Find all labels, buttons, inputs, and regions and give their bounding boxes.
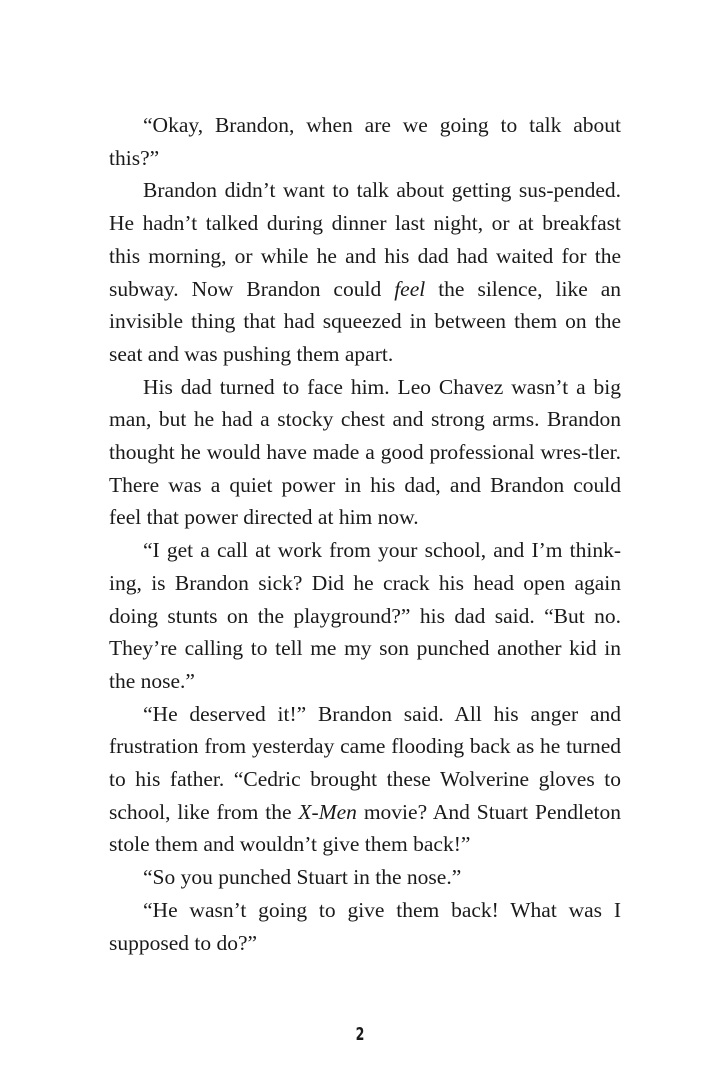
paragraph — [109, 371, 621, 535]
text-segment: “He wasn’t going to give them back! What was I supposed to do?” — [109, 897, 621, 955]
text-segment: His dad turned to face him. Leo Chavez wasn’t a big man, but he had a stocky chest and strong arms. Brandon thought he would have made a good professional wres-tler. There was a quiet power in his dad, and Brandon could feel that power directed at him now. — [109, 374, 621, 530]
paragraph — [109, 698, 621, 862]
text-segment: “Okay, Brandon, when are we going to talk about this?” — [109, 113, 621, 170]
italic-text-segment: feel — [394, 276, 426, 301]
text-segment: “I get a call at work from your school, and I’m think-ing, is Brandon sick? Did he crack his head open again doing stunts on the playground?” his dad said. “But no. They’re calling to tell me my son punched another kid in the nose.” — [109, 538, 621, 693]
paragraph — [109, 861, 621, 894]
text-segment: “He deserved it!” Brandon said. All his anger and frustration from yesterday came flooding back as he turned to his father. “Cedric brought these Wolverine gloves to school, like from the — [109, 701, 621, 824]
text-segment: “So you punched Stuart in the nose.” — [143, 865, 462, 890]
body-text — [109, 109, 621, 959]
paragraph — [109, 894, 621, 959]
paragraph — [109, 174, 621, 370]
page-number: 2 — [355, 1024, 365, 1045]
text-segment: the silence, like an invisible thing that had squeezed in between them on the seat and was pushing them apart. — [109, 276, 621, 366]
text-segment: movie? And Stuart Pendleton stole them and wouldn’t give them back!” — [109, 799, 621, 857]
paragraph — [109, 534, 621, 698]
text-segment: Brandon didn’t want to talk about getting sus-pended. He hadn’t talked during dinner last night, or at breakfast this morning, or while he and his dad had waited for the subway. Now Brandon could — [109, 178, 621, 301]
italic-text-segment: X-Men — [298, 799, 357, 824]
paragraph — [109, 109, 621, 174]
